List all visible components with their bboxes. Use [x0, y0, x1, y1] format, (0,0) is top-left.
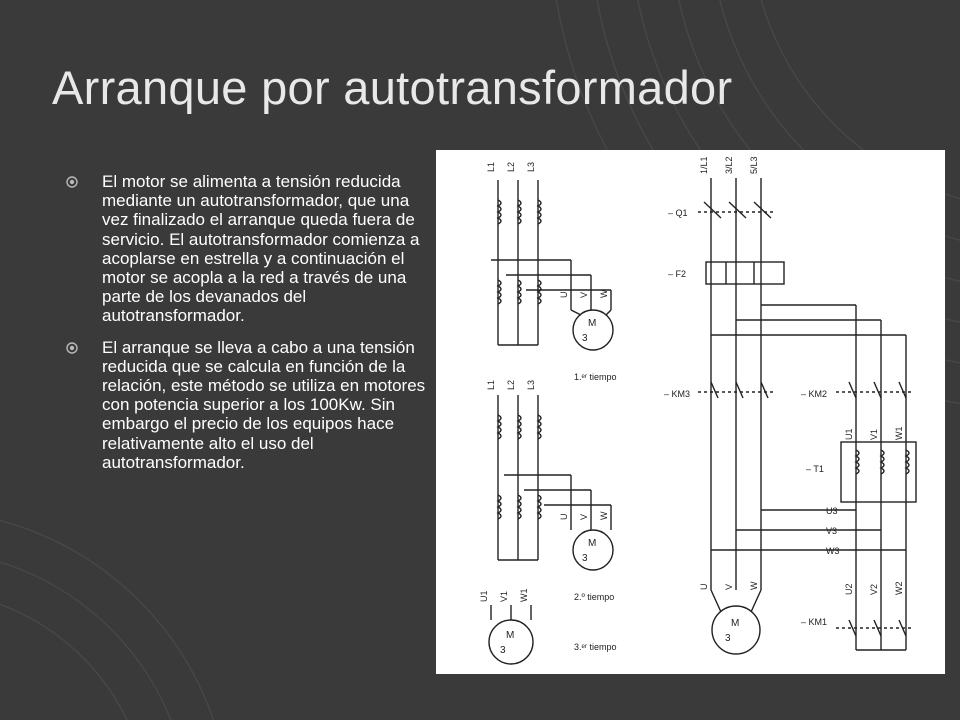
- motor-3-label: 3: [725, 633, 731, 644]
- motor-m-label: M: [731, 618, 740, 629]
- bullet-text: El arranque se lleva a cabo a una tensión reducida que se calcula en función de la relación, este método se utiliza en motores con potencia superior a los 100Kw. Sin embargo el precio de los equipos hace relativamente alto el uso del autotransformador.: [102, 337, 426, 472]
- motor-3-label: 3: [582, 553, 588, 564]
- bullet-list: [66, 172, 428, 484]
- label-t1: – T1: [806, 464, 824, 474]
- tiempo-3-label: 3.ᵉʳ tiempo: [574, 642, 617, 652]
- label-v3: V3: [826, 526, 838, 536]
- label-u: U: [559, 291, 569, 298]
- label-u3: U3: [826, 506, 838, 516]
- label-km2: – KM2: [801, 389, 828, 399]
- label-w: W: [599, 511, 609, 520]
- motor-3-label: 3: [500, 645, 506, 656]
- label-l1: L1: [486, 161, 496, 172]
- label-5l3: 5/L3: [749, 156, 759, 174]
- tiempo-1-label: 1.ᵉʳ tiempo: [574, 372, 617, 382]
- label-km3: – KM3: [664, 389, 691, 399]
- label-w3: W3: [826, 546, 840, 556]
- label-l2: L2: [506, 161, 516, 172]
- label-w1: W1: [894, 426, 904, 440]
- label-3l2: 3/L2: [724, 156, 734, 174]
- label-u2: U2: [844, 583, 854, 595]
- bullet-item: [66, 338, 428, 472]
- label-w: W: [599, 289, 609, 298]
- motor-m-label: M: [506, 630, 515, 641]
- label-v: V: [724, 583, 734, 590]
- label-q1: – Q1: [668, 208, 688, 218]
- label-w: W: [749, 581, 759, 590]
- motor-m-label: M: [588, 318, 597, 329]
- label-l1: L1: [486, 379, 496, 390]
- label-l2: L2: [506, 379, 516, 390]
- bullet-text: El motor se alimenta a tensión reducida mediante un autotransformador, que una vez finalizado el arranque queda fuera de servicio. El autotransformador comienza a acoplarse en estrella y a continuación el motor se acopla a la red a través de una parte de los devanados del autotransformador.: [102, 172, 420, 326]
- motor-m-label: M: [588, 538, 597, 549]
- target-bullet-icon: [66, 342, 78, 354]
- motor-3-label: 3: [582, 333, 588, 344]
- label-1l1: 1/L1: [699, 156, 709, 174]
- label-v2: V2: [869, 583, 879, 595]
- label-u: U: [559, 513, 569, 520]
- power-circuit: [698, 178, 916, 654]
- label-u: U: [699, 583, 709, 590]
- label-km1: – KM1: [801, 617, 828, 627]
- label-w1: W1: [519, 588, 529, 602]
- label-u1: U1: [844, 428, 854, 440]
- label-l3: L3: [526, 379, 536, 390]
- circuit-diagram: [436, 150, 945, 674]
- bullet-item: [66, 172, 428, 326]
- label-v1: V1: [869, 428, 879, 440]
- label-u1: U1: [479, 590, 489, 602]
- label-l3: L3: [526, 161, 536, 172]
- label-v: V: [579, 513, 589, 520]
- label-v1: V1: [499, 590, 509, 602]
- target-bullet-icon: [66, 176, 78, 188]
- autotransformer-schematic: [436, 150, 945, 674]
- label-w2: W2: [894, 581, 904, 595]
- label-v: V: [579, 291, 589, 298]
- tiempo-2-label: 2.º tiempo: [574, 592, 615, 602]
- label-f2: – F2: [668, 269, 687, 279]
- slide-title: Arranque por autotransformador: [52, 61, 733, 114]
